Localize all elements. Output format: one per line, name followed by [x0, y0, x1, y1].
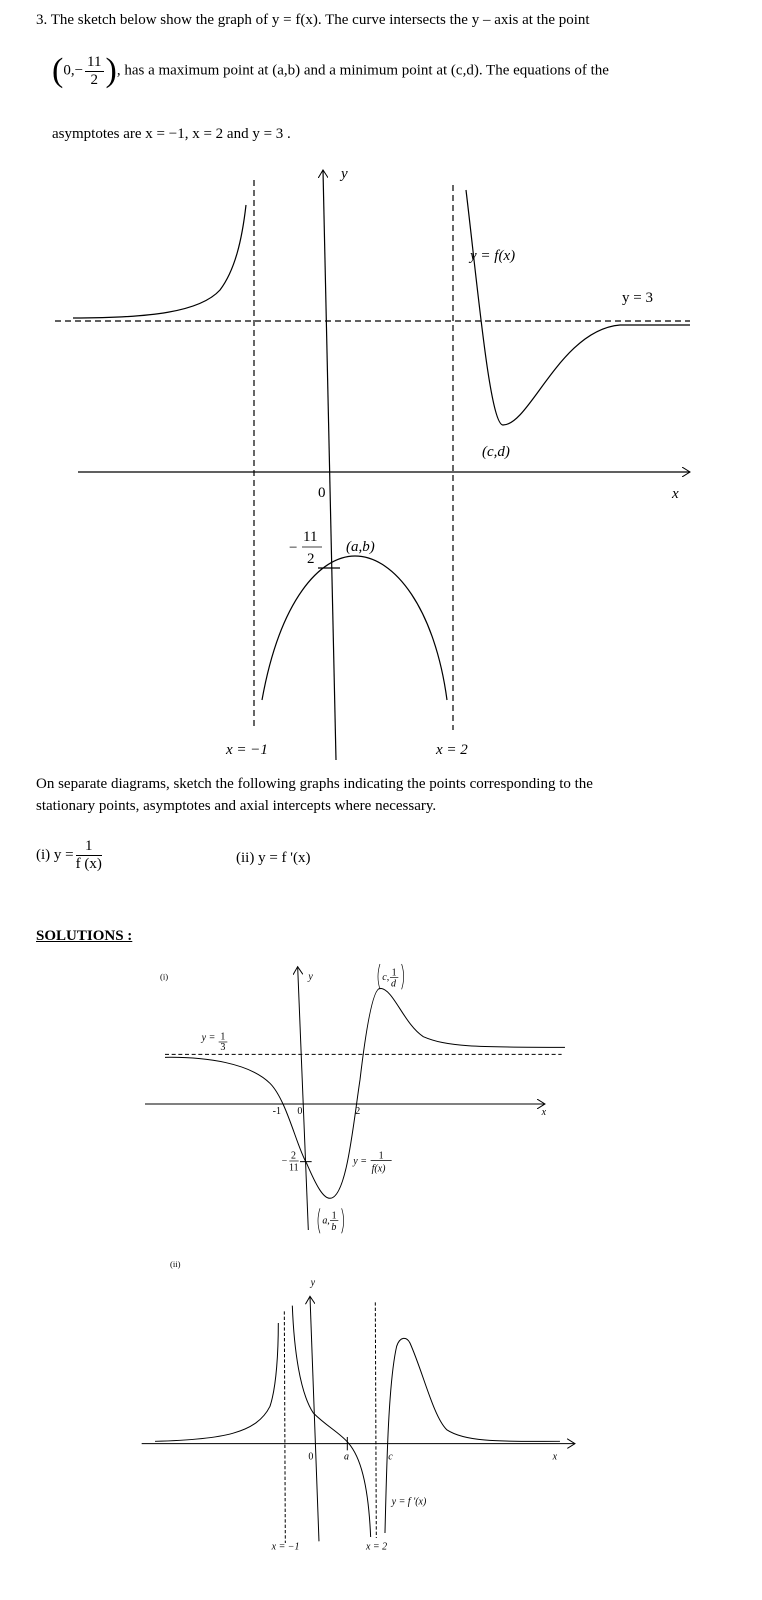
asymptote-x2 — [375, 1302, 376, 1538]
origin-label: 0 — [318, 485, 326, 501]
y-axis-label: y — [308, 971, 313, 983]
y-axis — [310, 1296, 319, 1541]
paren-open: ( — [52, 52, 64, 89]
derivative-middle-branch — [292, 1306, 370, 1537]
tick-a: a — [343, 1451, 349, 1463]
x-axis-label: x — [552, 1451, 558, 1463]
tick-0: 0 — [297, 1105, 303, 1117]
curve-label: y = f '(x) — [391, 1496, 427, 1508]
y-axis — [298, 967, 309, 1230]
paren-close: ) — [105, 52, 117, 89]
min-point-a: a, — [322, 1215, 330, 1227]
curve-prefix: y = — [353, 1155, 367, 1167]
max-point-c: c, — [382, 971, 390, 983]
max-point-denominator: d — [390, 978, 396, 990]
v-asymptote-2-label: x = 2 — [436, 742, 468, 758]
tick-minus-1: -1 — [272, 1105, 281, 1117]
min-point-label: (c,d) — [482, 444, 510, 460]
min-point-numerator: 1 — [331, 1210, 337, 1222]
min-point-denominator: b — [331, 1221, 337, 1233]
instructions-line-1: On separate diagrams, sketch the following graphs indicating the points corresponding to the — [36, 776, 593, 792]
asymptote-prefix: y = — [201, 1032, 216, 1044]
intercept-numerator: 11 — [303, 529, 318, 545]
fraction-numerator: 11 — [87, 53, 102, 70]
v-asymptote-1-label: x = −1 — [226, 742, 268, 758]
curve-numerator: 1 — [378, 1150, 384, 1162]
main-graph-labels — [225, 166, 679, 758]
max-point-numerator: 1 — [391, 967, 397, 979]
question-line-1: 3. The sketch below show the graph of y = f(x). The curve intersects the y – axis at the point — [36, 12, 590, 28]
curve-middle-branch — [262, 556, 447, 700]
solution-ii-label: (ii) — [169, 1258, 181, 1269]
main-graph — [55, 170, 690, 760]
solutions-heading: SOLUTIONS : — [36, 928, 133, 944]
instructions-line-2: stationary points, asymptotes and axial intercepts where necessary. — [36, 798, 437, 814]
fraction-numerator: 1 — [76, 838, 102, 856]
curve-left-branch — [73, 205, 246, 318]
x-axis-label: x — [541, 1106, 547, 1118]
curve-label: y = f(x) — [470, 248, 516, 264]
x-axis-label: x — [672, 486, 679, 502]
max-point-label: (a,b) — [346, 539, 375, 555]
question-line-3: asymptotes are x = −1, x = 2 and y = 3 . — [52, 126, 291, 142]
intercept-point-x: 0,− — [63, 62, 84, 79]
intercept-sign: − — [289, 540, 298, 556]
tick-0: 0 — [308, 1451, 314, 1463]
fraction-denominator: f (x) — [75, 856, 102, 872]
intercept-sign: − — [281, 1155, 288, 1167]
h-asymptote-label: y = 3 — [622, 290, 653, 306]
asymptote-x-minus1 — [284, 1311, 285, 1543]
part-ii: (ii) y = f '(x) — [236, 850, 311, 866]
y-axis-label: y — [310, 1277, 316, 1289]
y-axis — [323, 170, 336, 760]
v-asymptote-2-label: x = 2 — [365, 1541, 388, 1553]
v-asymptote-1-label: x = −1 — [271, 1541, 300, 1553]
intercept-denominator: 2 — [307, 551, 315, 567]
curve-denominator: f(x) — [371, 1163, 386, 1175]
intercept-numerator: 2 — [290, 1150, 296, 1162]
question-line-2-rest: , has a maximum point at (a,b) and a minimum point at (c,d). The equations of the — [116, 62, 609, 79]
intercept-denominator: 11 — [288, 1162, 299, 1174]
fraction-denominator: 2 — [90, 71, 99, 88]
solution-ii-graph — [142, 1259, 575, 1553]
paren — [318, 964, 404, 1233]
tick-c: c — [388, 1451, 393, 1463]
solution-i-graph — [145, 964, 565, 1233]
y-axis-label: y — [341, 166, 348, 182]
part-i-prefix: (i) y = — [36, 846, 74, 863]
curve-right-branch — [466, 190, 690, 425]
asymptote-numerator: 1 — [220, 1031, 226, 1043]
derivative-left-branch — [155, 1323, 278, 1441]
asymptote-denominator: 3 — [220, 1041, 226, 1053]
tick-2: 2 — [355, 1105, 361, 1117]
solution-i-label: (i) — [159, 971, 169, 982]
